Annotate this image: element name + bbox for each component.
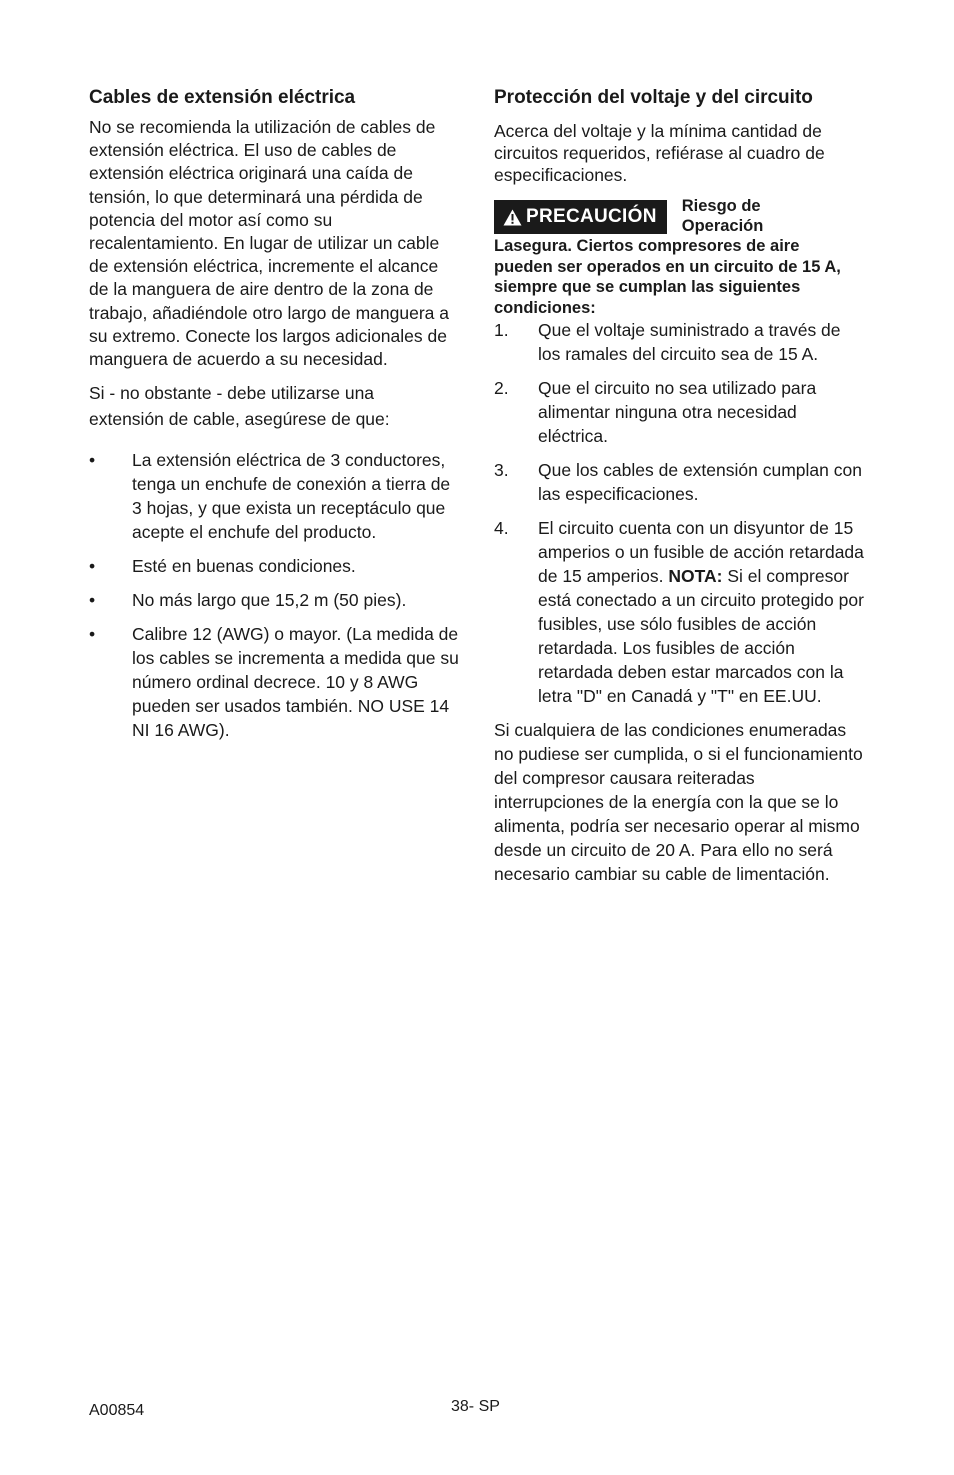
section-heading-extension-cables: Cables de extensión eléctrica xyxy=(89,87,356,108)
bullet-icon: • xyxy=(89,624,96,645)
list-item: 3. Que los cables de extensión cumplan con las especificaciones. xyxy=(494,460,862,504)
document-code: A00854 xyxy=(89,1402,145,1419)
list-item: • No más largo que 15,2 m (50 pies). xyxy=(89,590,407,611)
closing-paragraph: Si cualquiera de las condiciones enumeradas no pudiese ser cumplida, o si el funcionamiento del compresor causara reiteradas interrupciones de la energía con la que se lo alimenta, podría ser necesario operar al mismo desde un circuito de 20 A. Para ello no será necesario cambiar su cable de limentación. xyxy=(494,720,863,884)
conditions-list xyxy=(494,318,866,708)
list-item: 2. Que el circuito no sea utilizado para alimentar ninguna otra necesidad eléctrica. xyxy=(494,378,817,446)
list-item: 1. Que el voltaje suministrado a través de los ramales del circuito sea de 15 A. xyxy=(494,320,841,364)
bullet-icon: • xyxy=(89,450,96,471)
warning-triangle-icon xyxy=(503,209,522,226)
list-item: • Calibre 12 (AWG) o mayor. (La medida de los cables se incrementa a medida que su número ordinal decrece. 10 y 8 AWG pueden ser usados también. NO USE 14 NI 16 AWG). xyxy=(89,624,459,741)
left-column xyxy=(89,86,464,752)
caution-block xyxy=(494,197,866,236)
extension-cables-paragraph: No se recomienda la utilización de cables de extensión eléctrica. El uso de cables de extensión eléctrica originará una caída de tensión, lo que determinará una pérdida de potencia del motor así como su recalentamiento. En lugar de utilizar un cable de extensión eléctrica, incremente el alcance de la manguera de aire dentro de la zona de trabajo, añadiéndole otro largo de manguera a su extremo. Conecte los largos adicionales de manguera de acuerdo a su necesidad. xyxy=(89,117,449,370)
note-label: NOTA: xyxy=(668,566,723,586)
bullet-icon: • xyxy=(89,556,96,577)
bullet-icon: • xyxy=(89,590,96,611)
extension-cables-condition-paragraph: Si - no obstante - debe utilizarse una extensión de cable, asegúrese de que: xyxy=(89,383,390,430)
caution-badge xyxy=(494,200,667,234)
section-heading-voltage-protection: Protección del voltaje y del circuito xyxy=(494,87,813,108)
caution-side-text: Riesgo de Operación xyxy=(681,197,764,235)
list-item: • Esté en buenas condiciones. xyxy=(89,556,356,577)
list-item: 4. El circuito cuenta con un disyuntor de 15 amperios o un fusible de acción retardada de 15 amperios. NOTA: Si el compresor está conectado a un circuito protegido por fusibles, use sólo fusibles de acción retardada. Los fusibles de acción retardada deben estar marcados con la letra "D" en Canadá y "T" en EE.UU. xyxy=(494,518,864,706)
note-text: Si el compresor está conectado a un circuito protegido por fusibles, use sólo fusibles de acción retardada. Los fusibles de acción retardada deben estar marcados con la letra "D" en Canadá y "T" en EE.UU. xyxy=(538,566,864,706)
list-item: • La extensión eléctrica de 3 conductores, tenga un enchufe de conexión a tierra de 3 hojas, y que exista un receptáculo que acepte el enchufe del producto. xyxy=(89,450,451,543)
requirements-list xyxy=(89,448,464,742)
right-column xyxy=(494,86,866,886)
page-number: 38- SP xyxy=(451,1398,500,1415)
caution-label: PRECAUCIÓN xyxy=(526,206,657,227)
caution-text: Lasegura. Ciertos compresores de aire pueden ser operados en un circuito de 15 A, siempre que se cumplan las siguientes condiciones: xyxy=(494,237,841,317)
voltage-intro-paragraph: Acerca del voltaje y la mínima cantidad de circuitos requeridos, refiérase al cuadro de especificaciones. xyxy=(494,121,825,185)
